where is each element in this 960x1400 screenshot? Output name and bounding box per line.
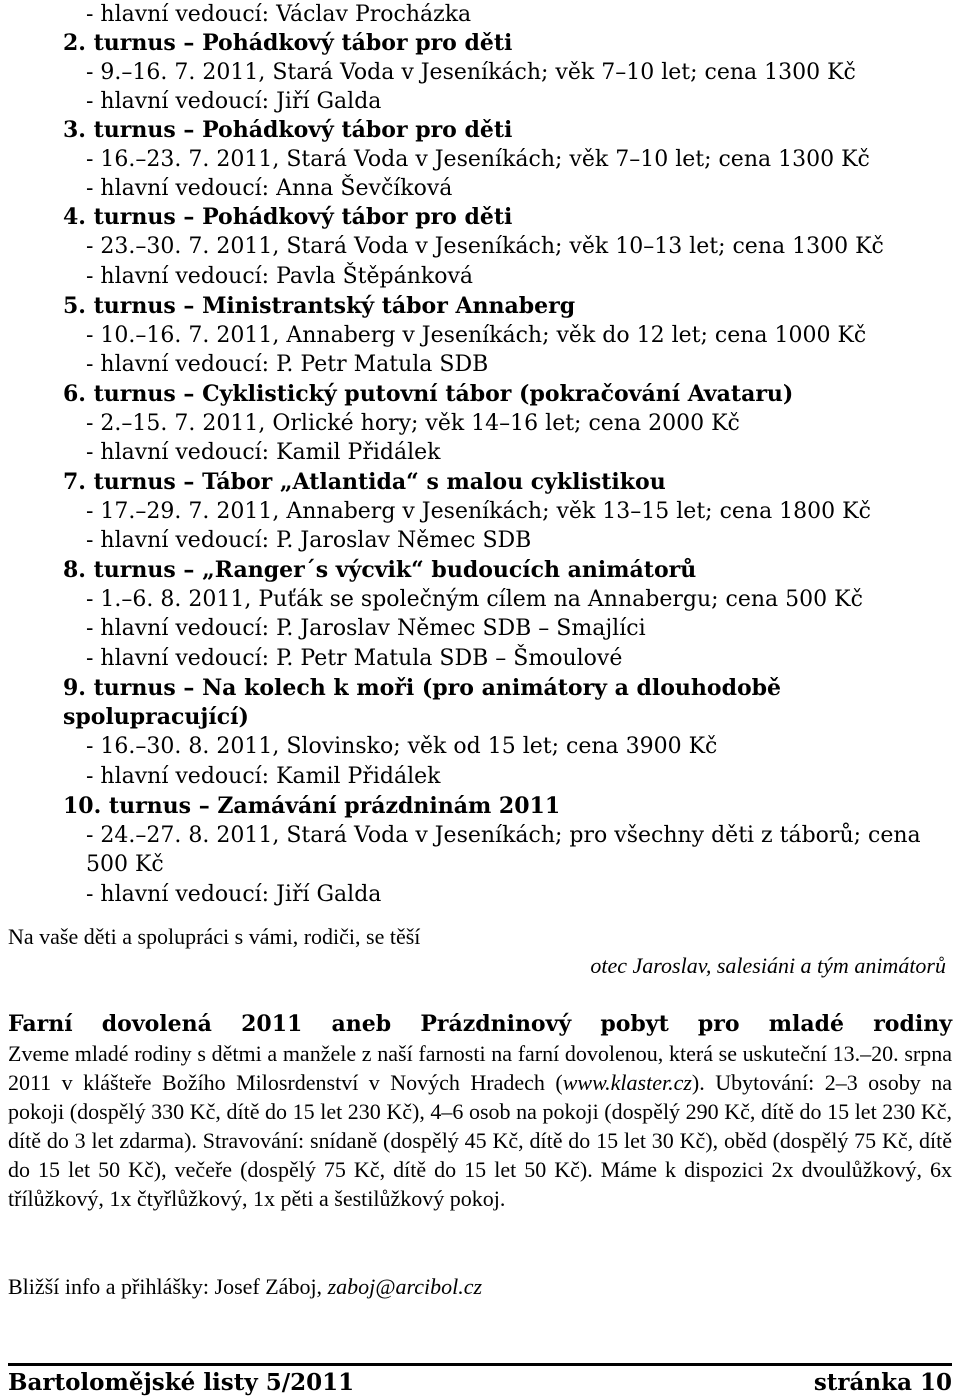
camp-9-info: - 16.–30. 8. 2011, Slovinsko; věk od 15 let; cena 3900 Kč	[86, 734, 718, 759]
camp-7-info: - 17.–29. 7. 2011, Annaberg v Jeseníkách; věk 13–15 let; cena 1800 Kč	[86, 499, 871, 524]
farni-dovolena-title: Farní dovolená 2011 aneb Prázdninový pobyt pro mladé rodiny	[8, 1011, 952, 1037]
camp-7-title: 7. turnus – Tábor „Atlantida“ s malou cyklistikou	[63, 469, 666, 495]
camp-2-leader: - hlavní vedoucí: Jiří Galda	[86, 89, 382, 114]
camp-10-title: 10. turnus – Zamávání prázdninám 2011	[63, 793, 561, 819]
camp-4-leader: - hlavní vedoucí: Pavla Štěpánková	[86, 264, 474, 289]
camp-9-leader: - hlavní vedoucí: Kamil Přidálek	[86, 764, 441, 789]
camp-3-leader: - hlavní vedoucí: Anna Ševčíková	[86, 176, 453, 201]
camp-4-info: - 23.–30. 7. 2011, Stará Voda v Jeseníkách; věk 10–13 let; cena 1300 Kč	[86, 234, 884, 259]
paragraph-text-2: ). Ubytování: 2–3 osoby na pokoji (dospělý 330 Kč, dítě do 15 let 230 Kč), 4–6 osob na pokoji (dospělý 290 Kč, dítě do 15 let 230 Kč, dítě do 3 let zdarma). Stravování: snídaně (dospělý 45 Kč, dítě do 15 let 30 Kč), oběd (dospělý 75 Kč, dítě do 15 let 50 Kč), večeře (dospělý 75 Kč, dítě do 15 let 50 Kč). Máme k dispozici 2x dvoulůžkový, 6x třílůžkový, 1x čtyřlůžkový, 1x pěti a šestilůžkový pokoj.	[8, 1070, 952, 1211]
camp-10-info: - 24.–27. 8. 2011, Stará Voda v Jeseníkách; pro všechny děti z táborů; cena	[86, 823, 921, 848]
camp-8-info: - 1.–6. 8. 2011, Puťák se společným cílem na Annabergu; cena 500 Kč	[86, 587, 863, 612]
camp-10-info-cont: 500 Kč	[86, 852, 164, 877]
footer-page-number: stránka 10	[813, 1369, 952, 1396]
camp-9-title-cont: spolupracující)	[63, 704, 249, 730]
camp-9-title: 9. turnus – Na kolech k moři (pro animátory a dlouhodobě	[63, 675, 782, 701]
contact-email[interactable]: zaboj@arcibol.cz	[327, 1274, 483, 1299]
closing-line: Na vaše děti a spolupráci s vámi, rodiči, se těší	[8, 924, 421, 949]
camp-6-info: - 2.–15. 7. 2011, Orlické hory; věk 14–16 let; cena 2000 Kč	[86, 411, 740, 436]
camp-5-info: - 10.–16. 7. 2011, Annaberg v Jeseníkách; věk do 12 let; cena 1000 Kč	[86, 323, 867, 348]
paragraph-text-1: Zveme mladé rodiny s dětmi a manžele z naší farnosti na farní dovolenou, která se uskuteční 13.–20. srpna 2011 v klášteře Božího Milosrdenství v Nových Hradech (	[8, 1041, 952, 1095]
camp-8-title: 8. turnus – „Ranger´s výcvik“ budoucích animátorů	[63, 557, 697, 583]
camp-3-title: 3. turnus – Pohádkový tábor pro děti	[63, 117, 513, 143]
camp-5-title: 5. turnus – Ministrantský tábor Annaberg	[63, 293, 576, 319]
camp-3-info: - 16.–23. 7. 2011, Stará Voda v Jeseníkách; věk 7–10 let; cena 1300 Kč	[86, 147, 870, 172]
farni-dovolena-paragraph	[8, 1039, 952, 1213]
camp-2-title: 2. turnus – Pohádkový tábor pro děti	[63, 30, 513, 56]
camp-6-leader: - hlavní vedoucí: Kamil Přidálek	[86, 440, 441, 465]
camp-10-leader: - hlavní vedoucí: Jiří Galda	[86, 882, 382, 907]
camp-2-info: - 9.–16. 7. 2011, Stará Voda v Jeseníkách; věk 7–10 let; cena 1300 Kč	[86, 60, 856, 85]
camp-7-leader: - hlavní vedoucí: P. Jaroslav Němec SDB	[86, 528, 532, 553]
closing-signature: otec Jaroslav, salesiáni a tým animátorů	[590, 953, 946, 978]
camp-4-title: 4. turnus – Pohádkový tábor pro děti	[63, 204, 513, 230]
klaster-link[interactable]: www.klaster.cz	[562, 1070, 692, 1095]
camp-leader-line: - hlavní vedoucí: Václav Procházka	[86, 2, 472, 27]
footer-divider	[8, 1363, 952, 1366]
contact-line	[8, 1272, 482, 1301]
camp-8-leader-1: - hlavní vedoucí: P. Jaroslav Němec SDB – Smajlíci	[86, 616, 646, 641]
contact-label: Bližší info a přihlášky: Josef Záboj,	[8, 1274, 328, 1299]
camp-5-leader: - hlavní vedoucí: P. Petr Matula SDB	[86, 352, 489, 377]
camp-8-leader-2: - hlavní vedoucí: P. Petr Matula SDB – Šmoulové	[86, 646, 623, 671]
footer-publication: Bartolomějské listy 5/2011	[8, 1369, 355, 1396]
camp-6-title: 6. turnus – Cyklistický putovní tábor (pokračování Avataru)	[63, 381, 794, 407]
